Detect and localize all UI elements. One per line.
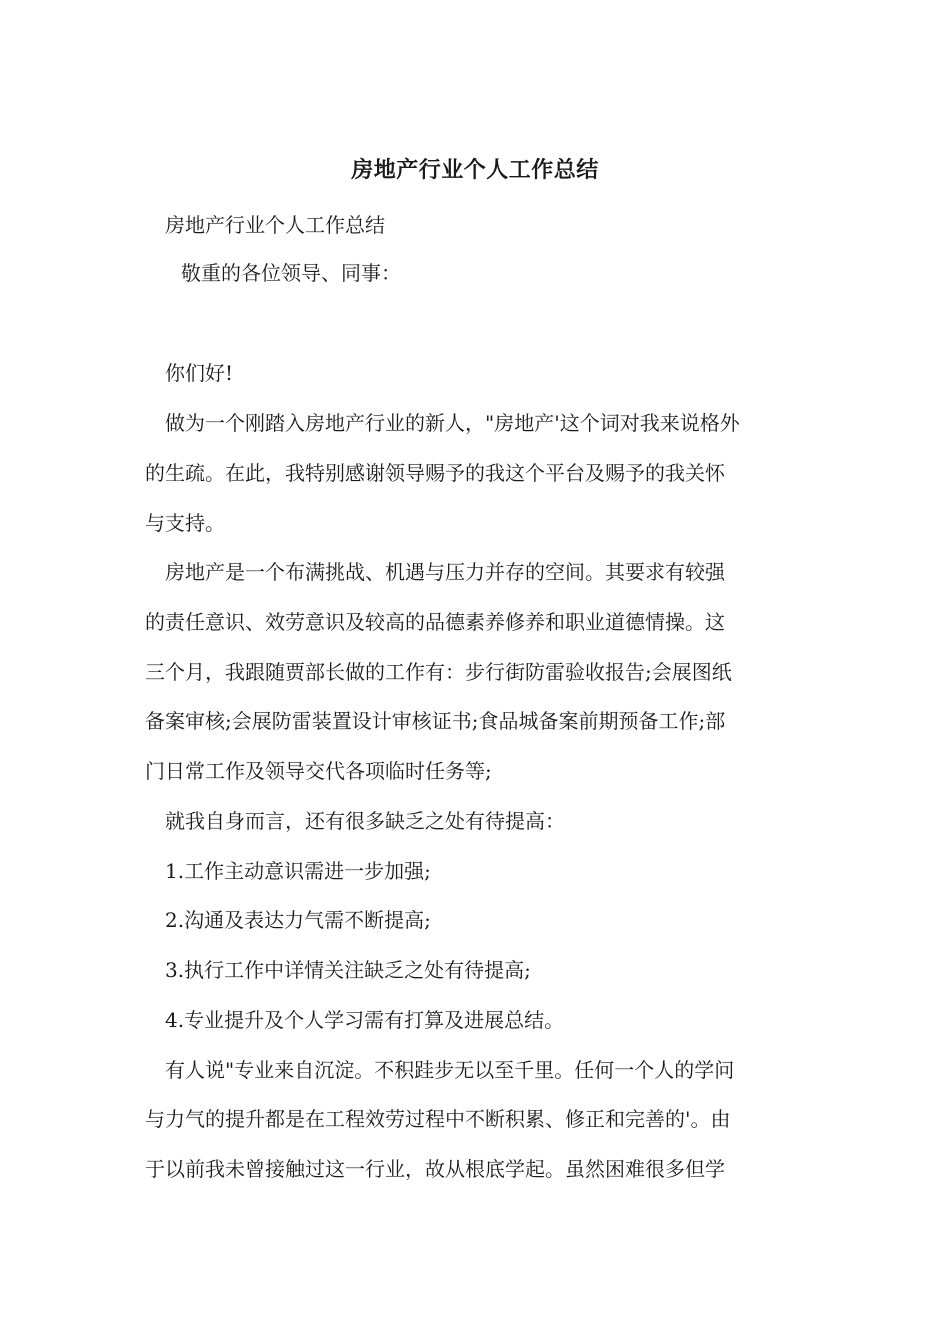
paragraph-line: 房地产是一个布满挑战、机遇与压力并存的空间。其要求有较强 — [165, 560, 725, 584]
paragraph-line: 门日常工作及领导交代各项临时任务等; — [145, 759, 492, 783]
paragraph-line: 与支持。 — [145, 511, 225, 535]
paragraph-line: 与力气的提升都是在工程效劳过程中不断积累、修正和完善的'。由 — [145, 1107, 731, 1131]
paragraph-line: 的责任意识、效劳意识及较高的品德素养修养和职业道德情操。这 — [145, 610, 725, 634]
paragraph-line: 备案审核;会展防雷装置设计审核证书;食品城备案前期预备工作;部 — [145, 709, 726, 733]
paragraph-line: 做为一个刚踏入房地产行业的新人，"房地产'这个词对我来说格外 — [165, 411, 740, 435]
salutation-line: 敬重的各位领导、同事： — [181, 261, 401, 285]
list-item: 2.沟通及表达力气需不断提高; — [165, 908, 431, 932]
list-item: 1.工作主动意识需进一步加强; — [165, 859, 431, 883]
paragraph-line: 就我自身而言，还有很多缺乏之处有待提高： — [165, 809, 565, 833]
greeting-line: 你们好! — [165, 361, 234, 385]
document-title: 房地产行业个人工作总结 — [351, 157, 599, 183]
paragraph-line: 的生疏。在此，我特别感谢领导赐予的我这个平台及赐予的我关怀 — [145, 461, 725, 485]
paragraph-line: 于以前我未曾接触过这一行业，故从根底学起。虽然困难很多但学 — [145, 1157, 725, 1181]
list-item: 4.专业提升及个人学习需有打算及进展总结。 — [165, 1008, 565, 1032]
paragraph-line: 三个月，我跟随贾部长做的工作有：步行街防雷验收报告;会展图纸 — [145, 660, 732, 684]
list-item: 3.执行工作中详情关注缺乏之处有待提高; — [165, 958, 531, 982]
subtitle-line: 房地产行业个人工作总结 — [165, 213, 385, 237]
paragraph-line: 有人说"专业来自沉淀。不积跬步无以至千里。任何一个人的学问 — [165, 1058, 735, 1082]
